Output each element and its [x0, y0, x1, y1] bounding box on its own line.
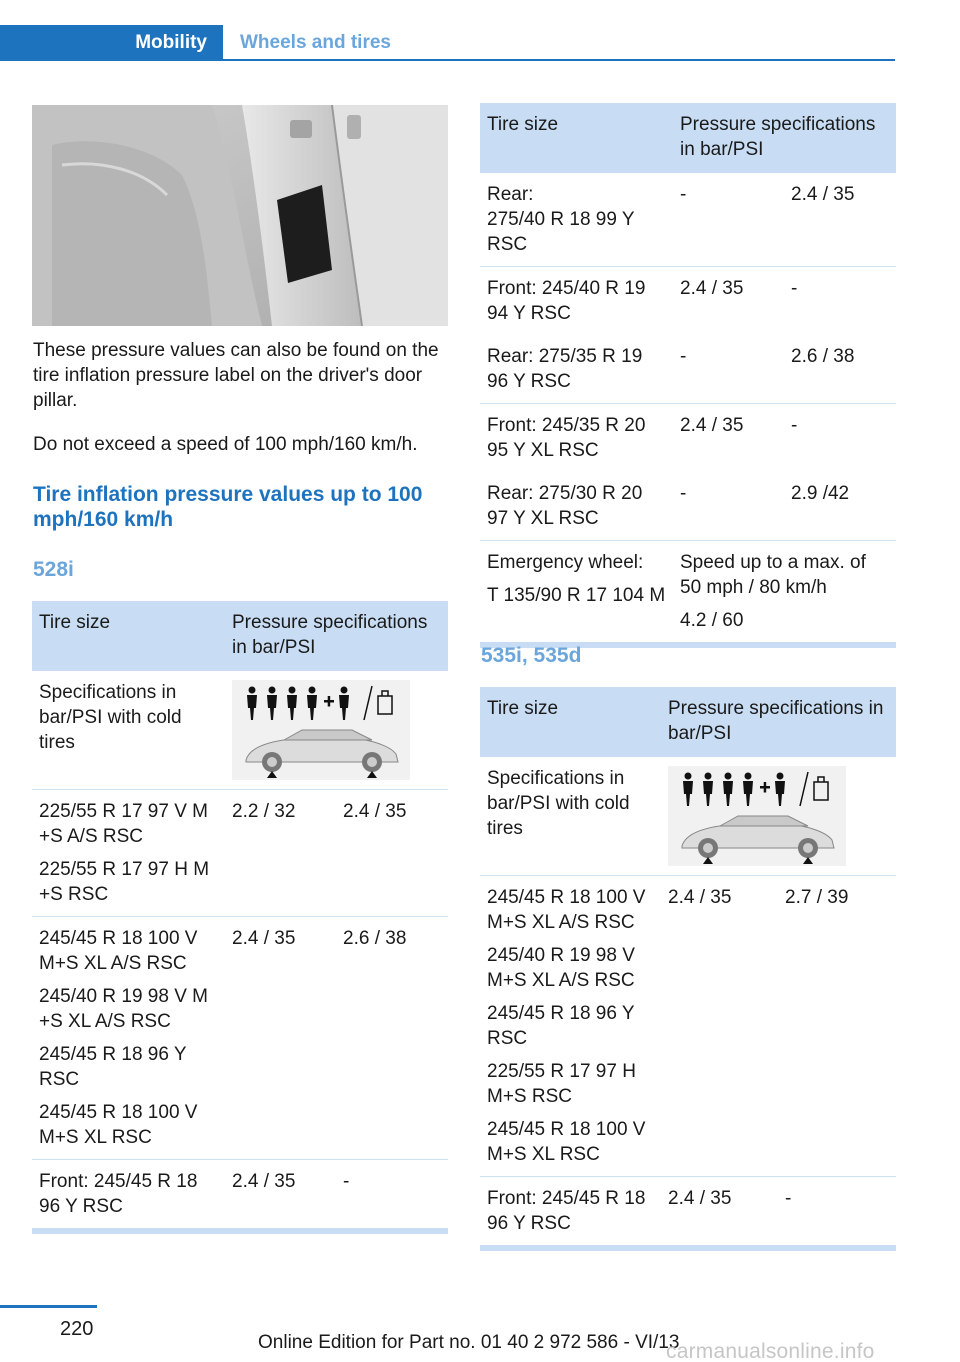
- pressure-value: 2.4 / 35: [336, 790, 448, 917]
- section-tab: Mobility: [0, 25, 223, 61]
- pressure-value: -: [673, 472, 784, 541]
- table-row: [32, 790, 448, 917]
- pressure-value: 2.6 / 38: [784, 335, 896, 404]
- table-row: [480, 472, 896, 541]
- table-row: [480, 1177, 896, 1249]
- table-row: [480, 404, 896, 473]
- tire-size: Front: 245/35 R 20 95 Y XL RSC: [487, 415, 646, 461]
- load-pictogram: [225, 671, 448, 790]
- pressure-value: 2.4 / 35: [680, 278, 744, 299]
- emergency-wheel-label: Emergency wheel:: [487, 552, 644, 573]
- page-number: 220: [60, 1318, 94, 1340]
- edition-note: Online Edition for Part no. 01 40 2 972 586 - VI/13: [258, 1332, 680, 1353]
- load-pictogram-icon: [668, 766, 846, 866]
- pressure-value: -: [791, 278, 798, 299]
- tire-size: Front: 245/45 R 18 96 Y RSC: [32, 1160, 225, 1232]
- pressure-value: -: [791, 415, 798, 436]
- table-row: [480, 267, 896, 336]
- tire-size: T 135/90 R 17 104 M: [487, 585, 666, 606]
- col-tire-size: Tire size: [480, 687, 661, 757]
- page-number-rule: [0, 1305, 97, 1308]
- pressure-value: -: [778, 1177, 896, 1249]
- pressure-value: 2.4 / 35: [661, 876, 778, 1177]
- tire-size: 245/45 R 18 100 V M+S XL RSC: [487, 1119, 646, 1165]
- door-pillar-illustration: [32, 105, 448, 326]
- table-row: [32, 917, 448, 1160]
- pressure-value: 2.7 / 39: [778, 876, 896, 1177]
- tire-size: 225/55 R 17 97 V M +S A/S RSC: [39, 801, 208, 847]
- pressure-table-continued: [480, 103, 896, 648]
- tire-size: 245/40 R 19 98 V M +S XL A/S RSC: [39, 986, 208, 1032]
- table-row: [480, 541, 896, 646]
- pressure-value: 2.6 / 38: [336, 917, 448, 1160]
- pressure-value: 4.2 / 60: [680, 610, 744, 631]
- cold-tires-label: Specifications in bar/PSI with cold tires: [480, 757, 661, 876]
- speed-limit-note: Speed up to a max. of 50 mph / 80 km/h: [680, 552, 866, 598]
- table-row: [480, 757, 896, 876]
- pressure-value: 2.4 / 35: [661, 1177, 778, 1249]
- tire-position: Rear:: [487, 184, 534, 205]
- pressure-value: 2.4 / 35: [225, 1160, 336, 1232]
- tire-size: 275/40 R 18 99 Y RSC: [487, 209, 635, 255]
- tire-size: 225/55 R 17 97 H M +S RSC: [39, 859, 210, 905]
- pressure-value: -: [673, 335, 784, 404]
- tire-size: 225/55 R 17 97 H M+S RSC: [487, 1061, 636, 1107]
- pressure-value: -: [336, 1160, 448, 1232]
- tire-size: Front: 245/40 R 19 94 Y RSC: [487, 278, 646, 324]
- intro-paragraph: These pressure values can also be found on the tire inflation pressure label on the driver's door pillar.: [33, 340, 439, 411]
- tire-size: 245/45 R 18 96 Y RSC: [487, 1003, 635, 1049]
- pressure-value: 2.9 /42: [784, 472, 896, 541]
- tire-size: Front: 245/45 R 18 96 Y RSC: [480, 1177, 661, 1249]
- table-row: [32, 671, 448, 790]
- cold-tires-label: Specifications in bar/PSI with cold tires: [32, 671, 225, 790]
- col-pressure: Pressure specifications in bar/PSI: [661, 687, 896, 757]
- door-pillar-photo: [32, 105, 448, 326]
- model-heading-535i: 535i, 535d: [481, 644, 582, 667]
- watermark: carmanualsonline.info: [666, 1340, 875, 1362]
- pressure-value: 2.2 / 32: [225, 790, 336, 917]
- table-row: [32, 1160, 448, 1232]
- pressure-table-535i: [480, 687, 896, 1251]
- table-row: [480, 876, 896, 1177]
- tire-size: 245/45 R 18 100 V M+S XL A/S RSC: [487, 887, 646, 933]
- tire-size: 245/40 R 19 98 V M+S XL A/S RSC: [487, 945, 635, 991]
- section-heading: Tire inflation pressure values up to 100 mph/160 km/h: [33, 483, 423, 531]
- model-heading-528i: 528i: [33, 558, 74, 581]
- pressure-value: -: [673, 173, 784, 267]
- pressure-value: 2.4 / 35: [784, 173, 896, 267]
- subsection-tab: Wheels and tires: [240, 32, 391, 53]
- col-tire-size: Tire size: [480, 103, 673, 173]
- page-header: [0, 25, 895, 61]
- load-pictogram: [661, 757, 896, 876]
- col-tire-size: Tire size: [32, 601, 225, 671]
- table-row: [480, 335, 896, 404]
- tire-size: 245/45 R 18 96 Y RSC: [39, 1044, 187, 1090]
- tire-size: 245/45 R 18 100 V M+S XL RSC: [39, 1102, 198, 1148]
- tire-size: Rear: 275/35 R 19 96 Y RSC: [480, 335, 673, 404]
- tire-size: Rear: 275/30 R 20 97 Y XL RSC: [480, 472, 673, 541]
- table-row: [480, 173, 896, 267]
- tire-size: 245/45 R 18 100 V M+S XL A/S RSC: [39, 928, 198, 974]
- col-pressure: Pressure specifications in bar/PSI: [225, 601, 448, 671]
- col-pressure: Pressure specifications in bar/PSI: [673, 103, 896, 173]
- pressure-value: 2.4 / 35: [225, 917, 336, 1160]
- pressure-table-528i: [32, 601, 448, 1234]
- speed-note: Do not exceed a speed of 100 mph/160 km/h.: [33, 434, 418, 455]
- pressure-value: 2.4 / 35: [680, 415, 744, 436]
- load-pictogram-icon: [232, 680, 410, 780]
